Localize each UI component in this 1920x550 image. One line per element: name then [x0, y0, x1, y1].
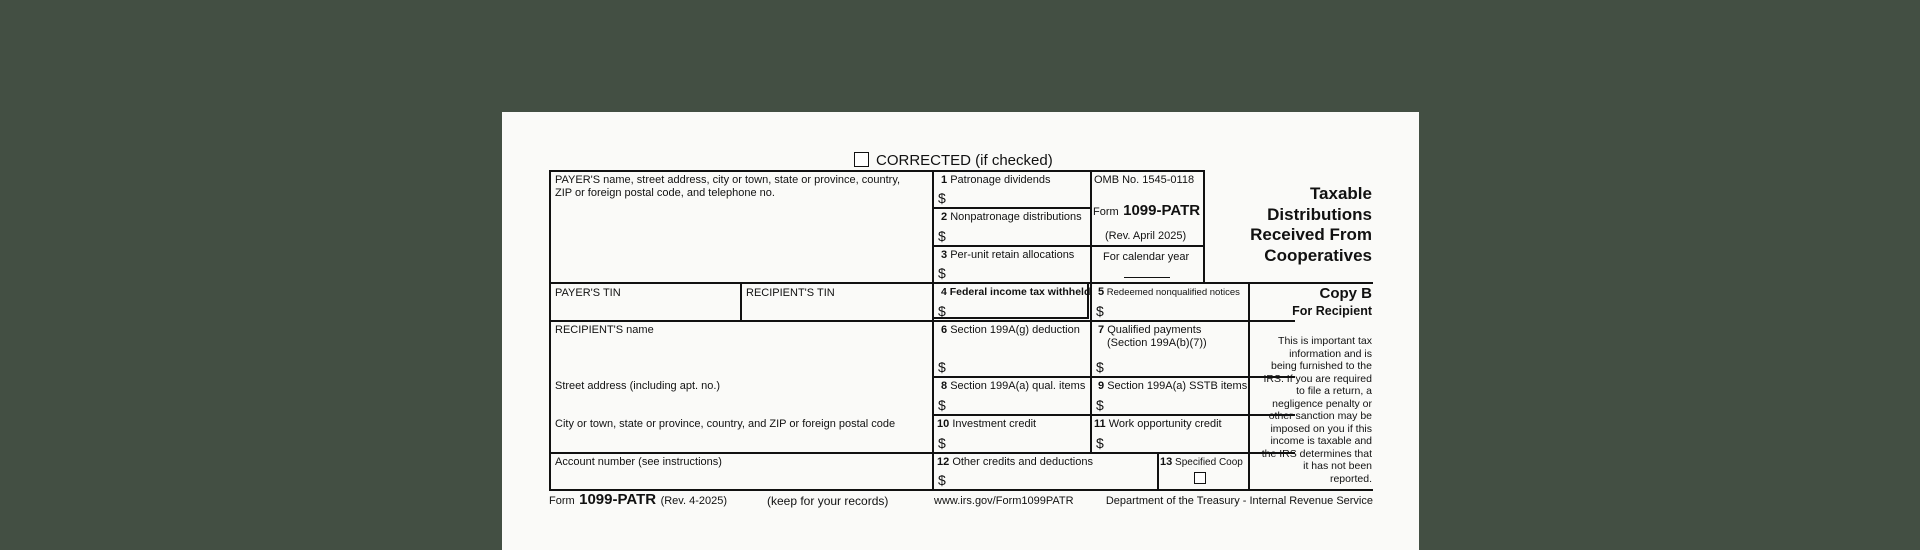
footer-department: Department of the Treasury - Internal Revenue Service [1105, 495, 1373, 507]
box7-dollar: $ [1096, 359, 1104, 375]
box8-dollar: $ [938, 397, 946, 413]
box7-label-line2: (Section 199A(b)(7)) [1107, 337, 1207, 349]
specified-coop-checkbox[interactable] [1194, 472, 1206, 484]
omb-rev: (Rev. April 2025) [1105, 230, 1187, 242]
box13-label: 13 Specified Coop [1160, 456, 1243, 468]
row-line-f [932, 414, 1295, 416]
city-label: City or town, state or province, country, and ZIP or foreign postal code [555, 418, 896, 430]
tax-form-page [502, 112, 1419, 550]
box3-label: 3 Per-unit retain allocations [941, 249, 1075, 261]
col-divider-main [932, 170, 934, 490]
box4-label: 4 Federal income tax withheld [941, 286, 1091, 298]
omb-form-name: Form 1099-PATR [1093, 202, 1201, 219]
payer-tin-label: PAYER'S TIN [555, 287, 621, 299]
box2-dollar: $ [938, 228, 946, 244]
copy-b-title: Copy B [1319, 285, 1372, 302]
box11-label: 11 Work opportunity credit [1094, 418, 1222, 430]
row-line-g [549, 452, 1295, 454]
recipient-tin-label: RECIPIENT'S TIN [746, 287, 835, 299]
box5-label: 5 Redeemed nonqualified notices [1098, 286, 1240, 298]
footer-irs-url[interactable]: www.irs.gov/Form1099PATR [934, 495, 1074, 507]
box1-dollar: $ [938, 190, 946, 206]
form-title: Taxable Distributions Received From Cooperatives [1250, 184, 1372, 265]
box6-label: 6 Section 199A(g) deduction [941, 324, 1080, 336]
form-top-border [549, 170, 1205, 172]
box12-label: 12 Other credits and deductions [937, 456, 1093, 468]
col-divider-2 [1090, 170, 1092, 452]
recipient-name-label: RECIPIENT'S name [555, 324, 654, 336]
corrected-label: CORRECTED (if checked) [876, 152, 1053, 169]
box9-label: 9 Section 199A(a) SSTB items [1098, 380, 1248, 392]
row-line-e [932, 376, 1295, 378]
calendar-year-blank [1124, 277, 1170, 278]
box5-dollar: $ [1096, 303, 1104, 319]
box6-dollar: $ [938, 359, 946, 375]
omb-calendar-year: For calendar year [1103, 251, 1190, 263]
copy-b-subtitle: For Recipient [1292, 304, 1372, 318]
account-number-label: Account number (see instructions) [555, 456, 722, 468]
box12-dollar: $ [938, 472, 946, 488]
box13-divider [1157, 452, 1159, 490]
box10-label: 10 Investment credit [937, 418, 1037, 430]
payer-label-line2: ZIP or foreign postal code, and telephone no. [555, 187, 775, 199]
omb-number: OMB No. 1545-0118 [1094, 174, 1195, 186]
footer-form-name: Form 1099-PATR (Rev. 4-2025) [549, 491, 727, 508]
box2-label: 2 Nonpatronage distributions [941, 211, 1082, 223]
box10-dollar: $ [938, 435, 946, 451]
box3-dollar: $ [938, 265, 946, 281]
box9-dollar: $ [1096, 397, 1104, 413]
row-line-a [932, 207, 1090, 209]
footer-keep-records: (keep for your records) [767, 494, 889, 508]
row-line-b [932, 245, 1205, 247]
box4-dollar: $ [938, 303, 946, 319]
box1-label: 1 Patronage dividends [941, 174, 1051, 186]
box11-dollar: $ [1096, 435, 1104, 451]
box8-label: 8 Section 199A(a) qual. items [941, 380, 1086, 392]
corrected-checkbox[interactable] [854, 152, 869, 167]
street-address-label: Street address (including apt. no.) [555, 380, 721, 392]
payer-label: PAYER'S name, street address, city or town, state or province, country, [555, 174, 901, 186]
tin-divider [740, 282, 742, 320]
form-left-border [549, 170, 551, 490]
recipient-notice: This is important tax information and is being furnished to the IRS. If you are required to file a return, a negligence penalty or other sanction may be imposed on you if this income is taxable and the IRS determines that it has not been reported. [1261, 335, 1372, 485]
row-line-d [549, 320, 1295, 322]
box7-label: 7 Qualified payments [1098, 324, 1202, 336]
